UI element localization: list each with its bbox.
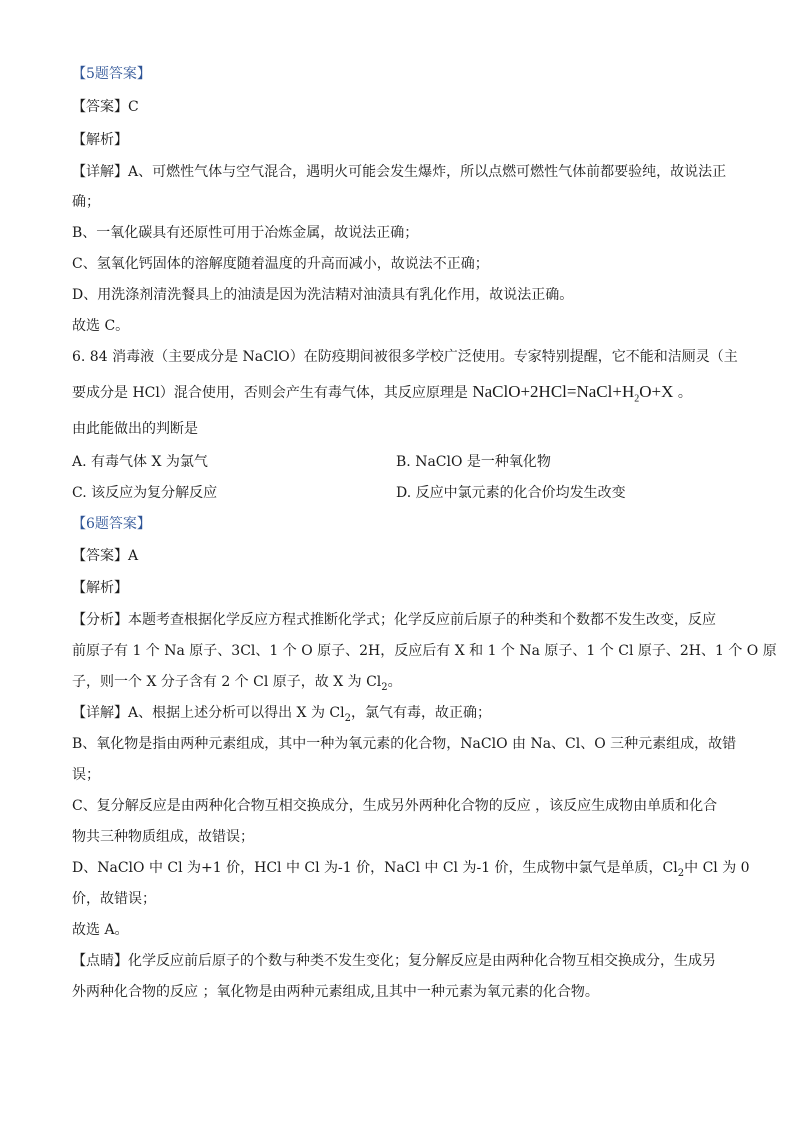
q6-option-c[interactable]: C. 该反应为复分解反应 [72, 485, 218, 501]
detail-a-end: ，氯气有毒，故正确； [351, 705, 491, 721]
q6-dianjing-2: 外两种化合物的反应 ；氧化物是由两种元素组成,且其中一种元素为氧元素的化合物。 [72, 984, 599, 1000]
detail-d1-end: 中 Cl 为 0 [684, 860, 750, 876]
q5-detail-1b: 确； [72, 194, 100, 210]
equation-period: 。 [677, 385, 692, 401]
q6-answer: 【答案】A [72, 548, 139, 564]
q6-fenxi-2: 前原子有 1 个 Na 原子、3Cl、1 个 O 原子、2H，反应后有 X 和 1 个 Na 原子、1 个 Cl 原子、2H、1 个 O 原 [72, 643, 777, 659]
q5-answer: 【答案】C [72, 99, 139, 115]
equation-part-a: NaClO+2HCl=NaCl+H [472, 382, 635, 401]
q6-detail-c1: C、复分解反应是由两种化合物互相交换成分，生成另外两种化合物的反应 ，该反应生成物由单质和化合 [72, 798, 718, 814]
q6-stem-2 [72, 382, 692, 403]
q6-stem-2-text: 要成分是 HCl）混合使用，否则会产生有毒气体，其反应原理是 [72, 385, 468, 401]
q6-detail-d1 [72, 858, 750, 878]
detail-a-text: 【详解】A、根据上述分析可以得出 X 为 Cl [72, 705, 345, 721]
q5-detail-1: 【详解】A、可燃性气体与空气混合，遇明火可能会发生爆炸，所以点燃可燃性气体前都要验纯，故说法正 [72, 164, 727, 180]
equation-part-b: O+X [639, 382, 674, 401]
q5-analysis-title: 【解析】 [72, 132, 128, 148]
q5-detail-2: B、一氧化碳具有还原性可用于冶炼金属，故说法正确； [72, 225, 419, 241]
q6-stem-3: 由此能做出的判断是 [72, 421, 198, 437]
q6-conclusion: 故选 A。 [72, 922, 129, 938]
fenxi-3-end: 。 [387, 674, 402, 690]
q6-analysis-title: 【解析】 [72, 580, 128, 596]
reaction-equation [472, 382, 674, 405]
q5-answer-header: 【5题答案】 [72, 66, 151, 82]
q6-detail-b1: B、氧化物是指由两种元素组成，其中一种为氧元素的化合物，NaClO 由 Na、Cl、O 三种元素组成，故错 [72, 736, 737, 752]
q6-detail-d2: 价，故错误； [72, 891, 156, 907]
q6-detail-b2: 误； [72, 767, 100, 783]
q5-detail-3: C、氢氧化钙固体的溶解度随着温度的升高而减小，故说法不正确； [72, 256, 489, 272]
q6-detail-a [72, 703, 491, 723]
q6-option-b[interactable]: B. NaClO 是一种氧化物 [396, 454, 551, 470]
q6-dianjing-1: 【点睛】化学反应前后原子的个数与种类不发生变化；复分解反应是由两种化合物互相交换成分，生成另 [72, 953, 716, 969]
detail-a-subscript: 2 [344, 712, 351, 724]
equation-subscript: 2 [634, 393, 640, 405]
q6-option-a[interactable]: A. 有毒气体 X 为氯气 [72, 454, 208, 470]
q6-fenxi-1: 【分析】本题考查根据化学反应方程式推断化学式；化学反应前后原子的种类和个数都不发生改变，反应 [72, 612, 716, 628]
fenxi-3-subscript: 2 [381, 681, 388, 693]
q6-stem-1: 6. 84 消毒液（主要成分是 NaClO）在防疫期间被很多学校广泛使用。专家特别提醒，它不能和洁厕灵（主 [72, 349, 738, 365]
q6-option-d[interactable]: D. 反应中氯元素的化合价均发生改变 [396, 485, 626, 501]
detail-d1-text: D、NaClO 中 Cl 为+1 价，HCl 中 Cl 为-1 价，NaCl 中 Cl 为-1 价，生成物中氯气是单质，Cl [72, 860, 678, 876]
fenxi-3-text: 子，则一个 X 分子含有 2 个 Cl 原子，故 X 为 Cl [72, 674, 382, 690]
q5-conclusion: 故选 C。 [72, 318, 130, 334]
q6-answer-header: 【6题答案】 [72, 516, 151, 532]
q6-fenxi-3 [72, 672, 402, 692]
detail-d1-subscript: 2 [677, 867, 685, 879]
q6-detail-c2: 物共三种物质组成，故错误； [72, 829, 254, 845]
q5-detail-4: D、用洗涤剂清洗餐具上的油渍是因为洗洁精对油渍具有乳化作用，故说法正确。 [72, 287, 574, 303]
